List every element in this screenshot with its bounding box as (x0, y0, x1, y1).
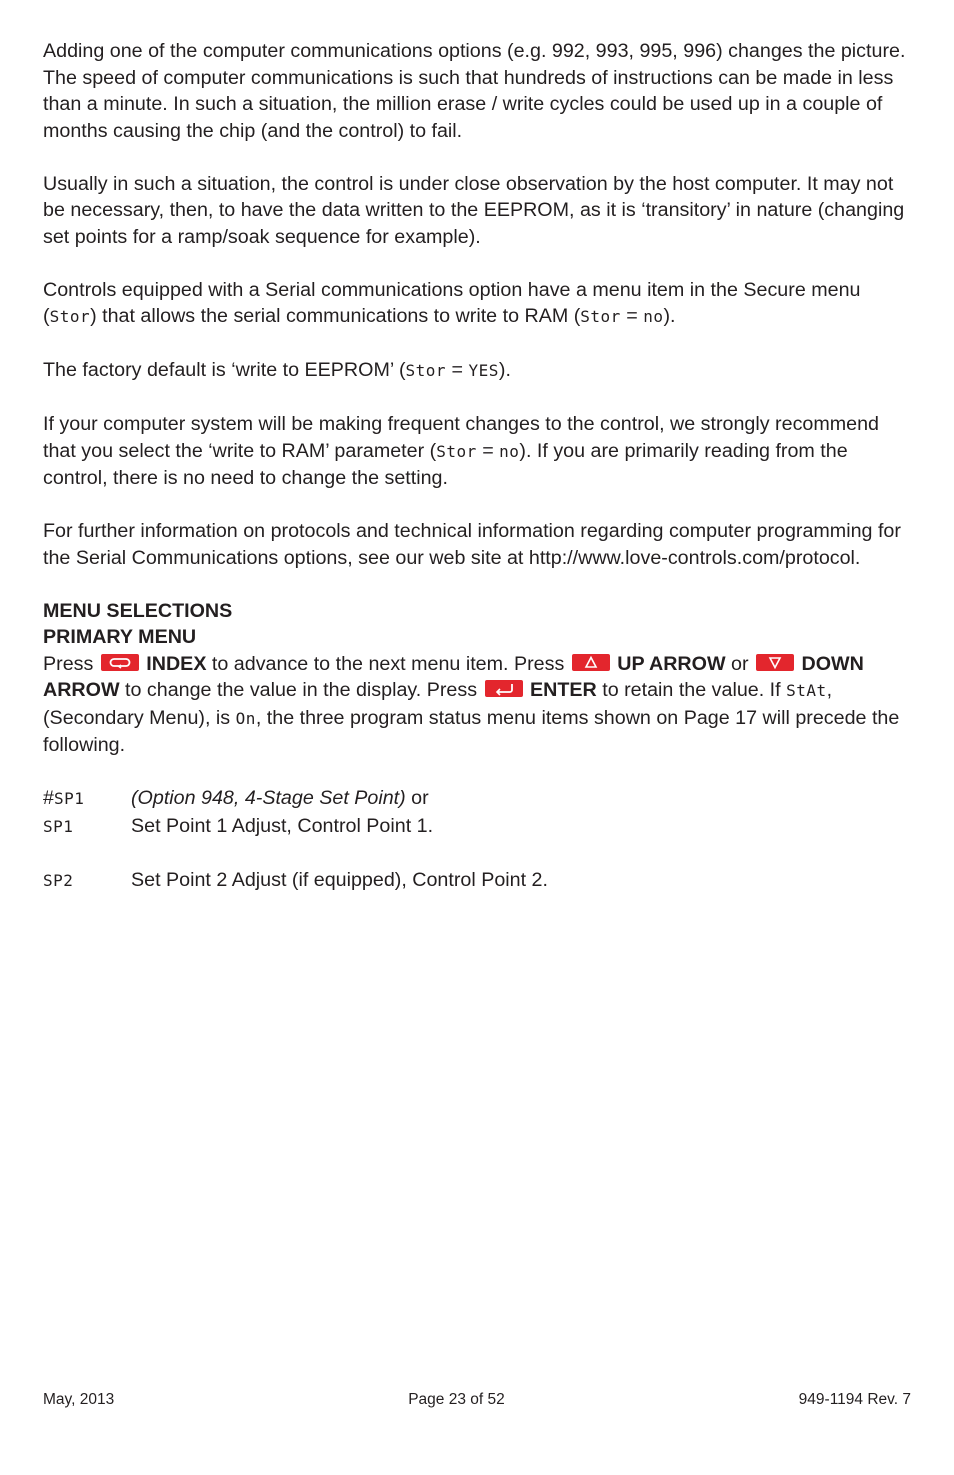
enter-key-icon (485, 680, 523, 697)
lcd-code: Stor (49, 307, 91, 326)
text-span: ). If you are primarily reading from the control, there is no need to change the setting. (43, 439, 848, 489)
item-description: Set Point 1 Adjust, Control Point 1. (131, 814, 434, 837)
text-span: = (446, 359, 469, 381)
lcd-code: YES (468, 361, 499, 380)
text-span: , (Secondary Menu), is (43, 679, 833, 729)
item-description (131, 785, 429, 812)
lcd-code: SP2 (43, 870, 74, 890)
menu-selections-section (43, 598, 911, 759)
subsection-heading: PRIMARY MENU (43, 626, 197, 648)
lcd-code: SP1 (43, 816, 74, 836)
enter-label: ENTER (530, 679, 597, 701)
text-span: ) that allows the serial communications to write to RAM ( (90, 305, 581, 327)
spacer (43, 840, 911, 867)
text-span: , the three program status menu items shown on Page 17 will precede the following. (43, 706, 900, 756)
lcd-code: no (499, 441, 520, 461)
down-arrow-label: DOWN ARROW (43, 652, 864, 701)
text-span: ). (663, 305, 676, 327)
lcd-code: StAt (786, 681, 827, 700)
page-footer (43, 1390, 911, 1410)
section-heading: MENU SELECTIONS (43, 599, 233, 622)
text-span: The factory default is ‘write to EEPROM’ ( (43, 359, 406, 381)
footer-date: May, 2013 (43, 1391, 115, 1408)
down-arrow-key-icon (756, 654, 794, 671)
text-span: to change the value in the display. Press (119, 679, 483, 701)
text-span: ). (498, 359, 511, 381)
hash-symbol: # (43, 787, 54, 809)
index-label: INDEX (146, 652, 207, 675)
lcd-code: On (235, 708, 256, 728)
document-body (43, 38, 911, 894)
text-span: or (725, 652, 754, 675)
up-arrow-label: UP ARROW (617, 652, 726, 675)
lcd-code: Stor (580, 307, 621, 326)
up-arrow-key-icon (572, 654, 610, 671)
list-item (43, 813, 911, 841)
lcd-code: no (643, 307, 664, 326)
menu-item-list (43, 785, 911, 894)
lcd-code: SP1 (53, 789, 85, 808)
paragraph-computer-comms: Adding one of the computer communications options (e.g. 992, 993, 995, 996) changes the picture. The speed of computer communications is such that hundreds of instructions can be made in less than a minute. In such a situation, the million erase / write cycles could be used up in a couple of months causing the chip (and the control) to fail. (43, 40, 906, 142)
footer-doc-revision: 949-1194 Rev. 7 (798, 1391, 911, 1408)
lcd-code: Stor (436, 441, 477, 461)
text-span: or (405, 787, 429, 809)
text-span: If your computer system will be making frequent changes to the control, we strongly recommend that you select the ‘write to RAM’ parameter ( (43, 413, 880, 462)
list-item (43, 785, 911, 813)
index-key-icon (101, 654, 139, 671)
paragraph-secure-menu (43, 277, 911, 331)
paragraph-further-info: For further information on protocols and technical information regarding computer programming for the Serial Communications options, see our web site at http://www.love-controls.com/protocol. (43, 520, 901, 569)
option-note: (Option 948, 4-Stage Set Point) (131, 787, 406, 809)
text-span: to advance to the next menu item. Press (206, 652, 570, 675)
paragraph-host-observation: Usually in such a situation, the control is under close observation by the host computer. It may not be necessary, then, to have the data written to the EEPROM, as it is ‘transitory’ in nature (changing set points for a ramp/soak sequence for example). (43, 172, 905, 248)
text-span: = (476, 439, 500, 462)
paragraph-factory-default (43, 357, 911, 385)
text-span: to retain the value. If (596, 679, 787, 701)
text-span: Press (43, 652, 99, 675)
paragraph-recommendation (43, 411, 911, 492)
text-span: = (620, 305, 644, 327)
lcd-code: Stor (405, 361, 447, 380)
text-span: Controls equipped with a Serial communications option have a menu item in the Secure menu ( (43, 278, 861, 327)
list-item (43, 867, 911, 895)
footer-page-number: Page 23 of 52 (408, 1391, 505, 1408)
item-description: Set Point 2 Adjust (if equipped), Control Point 2. (131, 868, 548, 891)
item-code (43, 785, 131, 813)
